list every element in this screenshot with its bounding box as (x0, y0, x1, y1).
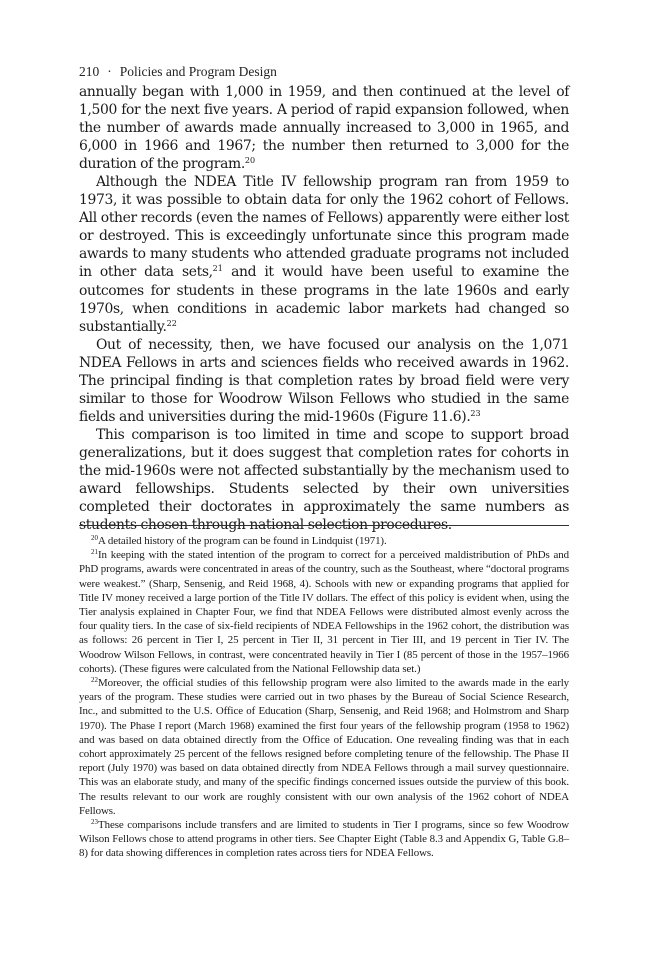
footnote-rule (79, 525, 569, 526)
paragraph-2 (79, 173, 569, 335)
footnote-ref-23: 23 (470, 408, 481, 418)
paragraph-1-text: annually began with 1,000 in 1959, and then continued at the level of 1,500 for the next five years. A period of rapid expansion followed, when the number of awards made annually increased to 3,000 in 1965, and 6,000 in 1966 and 1967; the number then returned to 3,000 for the duration of the program. (79, 84, 569, 173)
paragraph-2-text-b: and it would have been useful to examine the outcomes for students in these programs in the late 1960s and early 1970s, when conditions in academic labor markets had changed so substantially. (79, 264, 569, 335)
footnote-21 (79, 548, 569, 676)
footnotes (79, 534, 569, 861)
running-header (79, 64, 569, 80)
page-number: 210 (79, 64, 100, 79)
footnote-text: A detailed history of the program can be found in Lindquist (1971). (98, 535, 387, 547)
footnote-number: 22 (91, 676, 98, 685)
footnote-20 (79, 534, 569, 548)
footnote-ref-21: 21 (212, 264, 223, 274)
footnote-ref-22: 22 (166, 318, 177, 328)
footnote-number: 20 (91, 534, 98, 542)
paragraph-3-text: Out of necessity, then, we have focused our analysis on the 1,071 NDEA Fellows in arts and sciences fields who received awards in 1962. The principal finding is that completion rates by broad field were very similar to those for Woodrow Wilson Fellows who studied in the same fields and universities during the mid-1960s (Figure 11.6). (79, 336, 569, 425)
footnote-text: These comparisons include transfers and are limited to students in Tier I programs, since so few Woodrow Wilson Fellows chose to attend programs in other tiers. See Chapter Eight (Table 8.3 and Appendix G, Table G.8–8) for data showing differences in completion rates across tiers for NDEA Fellows. (79, 819, 569, 860)
body-text (79, 83, 569, 534)
footnote-number: 23 (91, 818, 98, 827)
footnote-23 (79, 818, 569, 861)
footnote-text: Moreover, the official studies of this fellowship program were also limited to the awards made in the early years of the program. These studies were carried out in two phases by the Bureau of Social Science Research, Inc., and submitted to the U.S. Office of Education (Sharp, Sensenig, and Reid 1968; and Holmstrom and Sharp 1970). The Phase I report (March 1968) examined the first four years of the fellowship program (1958 to 1962) and was based on data obtained directly from the Office of Education. One revealing finding was that in each cohort approximately 25 percent of the fellows resigned before completing tenure of the fellowship. The Phase II report (July 1970) was based on data obtained directly from NDEA Fellows through a mail survey questionnaire. This was an elaborate study, and many of the specific findings concerned issues outside the purview of this book. The results relevant to our work are roughly consistent with our own analysis of the 1962 cohort of NDEA Fellows. (79, 677, 569, 817)
paragraph-3 (79, 336, 569, 426)
footnote-number: 21 (91, 548, 98, 557)
header-separator: · (107, 64, 112, 79)
paragraph-2-text-a: Although the NDEA Title IV fellowship program ran from 1959 to 1973, it was possible to obtain data for only the 1962 cohort of Fellows. All other records (even the names of Fellows) apparently were either lost or destroyed. This is exceedingly unfortunate since this program made awards to many students who attended graduate programs not included in other data sets, (79, 174, 569, 281)
footnote-22 (79, 676, 569, 818)
paragraph-4 (79, 426, 569, 534)
book-page (79, 64, 569, 860)
paragraph-4-text: This comparison is too limited in time and scope to support broad generalizations, but it does suggest that completion rates for cohorts in the mid-1960s were not affected substantially by the mechanism used to award fellowships. Students selected by their own universities completed their doctorates in approximately the same numbers as students chosen through national selection procedures. (79, 426, 569, 534)
footnote-text: In keeping with the stated intention of the program to correct for a perceived maldistribution of PhDs and PhD programs, awards were concentrated in areas of the country, such as the Southeast, where “doctoral programs were weakest.” (Sharp, Sensenig, and Reid 1968, 4). Schools with new or expanding programs that applied for Title IV money received a large portion of the Title IV dollars. The effect of this policy is evident when, using the Tier analysis explained in Chapter Four, we find that NDEA Fellows were distributed almost evenly across the four quality tiers. In the case of six-field recipients of NDEA Fellowships in the 1962 cohort, the distribution was as follows: 26 percent in Tier I, 25 percent in Tier II, 31 percent in Tier III, and 19 percent in Tier IV. The Woodrow Wilson Fellows, in contrast, were concentrated heavily in Tier I (85 percent of those in the 1957–1966 cohorts). (These figures were calculated from the National Fellowship data set.) (79, 549, 569, 675)
paragraph-1 (79, 83, 569, 173)
running-title: Policies and Program Design (119, 64, 277, 79)
footnote-ref-20: 20 (244, 156, 256, 166)
